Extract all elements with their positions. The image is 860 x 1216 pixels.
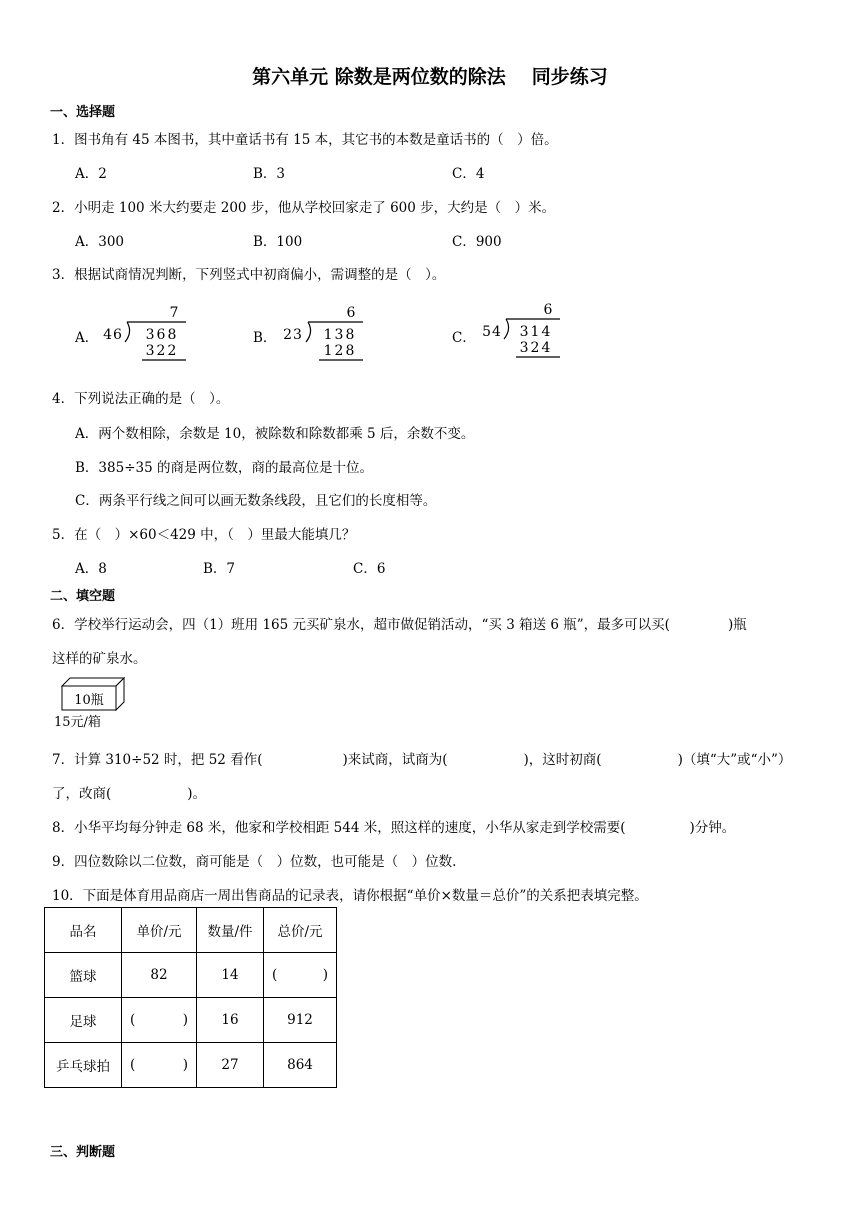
q3b-dividend: 138 bbox=[323, 327, 357, 343]
table-row bbox=[45, 998, 337, 1043]
box-price: 15元/箱 bbox=[54, 715, 101, 730]
cell-unit-price-blank[interactable]: ( ) bbox=[122, 998, 197, 1043]
q5-option-c: C．6 bbox=[353, 561, 386, 577]
cell-total-blank[interactable]: ( ) bbox=[264, 953, 337, 998]
q7-text-b: )来试商，试商为( bbox=[342, 752, 448, 768]
question-5: 5．在（ ）×60＜429 中，（ ）里最大能填几？ bbox=[52, 527, 356, 543]
q1-option-b: B．3 bbox=[253, 166, 286, 182]
header-total: 总价/元 bbox=[264, 908, 337, 953]
q5-option-b: B．7 bbox=[203, 561, 236, 577]
question-1: 1．图书角有 45 本图书，其中童话书有 15 本，其它书的本数是童话书的（ ）倍。 bbox=[52, 132, 558, 148]
section-heading-choice: 一、选择题 bbox=[50, 105, 116, 120]
cell-unit-price: 82 bbox=[122, 953, 197, 998]
cell-item-name: 篮球 bbox=[45, 953, 122, 998]
section-heading-fill: 二、填空题 bbox=[50, 589, 116, 604]
cell-total: 912 bbox=[264, 998, 337, 1043]
q1-option-c: C．4 bbox=[452, 166, 485, 182]
q6-text-b: )瓶 bbox=[727, 617, 747, 633]
sales-record-table bbox=[44, 907, 337, 1088]
q3-division-c bbox=[478, 299, 568, 361]
q3b-product: 128 bbox=[323, 343, 357, 359]
question-2: 2．小明走 100 米大约要走 200 步，他从学校回家走了 600 步，大约是（ ）米。 bbox=[52, 200, 556, 216]
header-item-name: 品名 bbox=[45, 908, 122, 953]
header-unit-price: 单价/元 bbox=[122, 908, 197, 953]
q2-option-b: B．100 bbox=[253, 234, 303, 250]
question-6-line-1 bbox=[52, 613, 747, 633]
q3c-dividend: 314 bbox=[519, 324, 553, 340]
question-7-line-1 bbox=[52, 748, 791, 768]
question-6-line-2: 这样的矿泉水。 bbox=[52, 651, 147, 667]
cell-quantity: 27 bbox=[197, 1043, 264, 1088]
q3-division-a bbox=[100, 303, 195, 363]
q7-text-e: 了，改商( bbox=[52, 786, 112, 802]
q5-option-a: A．8 bbox=[75, 561, 107, 577]
q7-text-d: )（填“大”或“小”） bbox=[677, 752, 792, 768]
question-10: 10．下面是体育用品商店一周出售商品的记录表，请你根据“单价×数量＝总价”的关系把表填完整。 bbox=[52, 888, 648, 904]
q1-option-a: A．2 bbox=[75, 166, 107, 182]
table-row bbox=[45, 953, 337, 998]
q3-option-b-label: B． bbox=[253, 330, 277, 346]
section-heading-judge: 三、判断题 bbox=[50, 1145, 116, 1160]
title-main: 第六单元 除数是两位数的除法 bbox=[252, 66, 506, 88]
q2-option-c: C．900 bbox=[452, 234, 502, 250]
q3c-product: 324 bbox=[519, 340, 553, 356]
q3-option-c-label: C． bbox=[452, 330, 476, 346]
cell-item-name: 乒乓球拍 bbox=[45, 1043, 122, 1088]
cell-quantity: 14 bbox=[197, 953, 264, 998]
q3-option-a-label: A． bbox=[75, 330, 99, 346]
cell-unit-price-blank[interactable]: ( ) bbox=[122, 1043, 197, 1088]
question-9: 9．四位数除以二位数，商可能是（ ）位数，也可能是（ ）位数. bbox=[52, 854, 457, 870]
q3c-divisor: 54 bbox=[482, 324, 502, 340]
question-8 bbox=[52, 816, 735, 836]
q4-option-a: A．两个数相除，余数是 10，被除数和除数都乘 5 后，余数不变。 bbox=[75, 426, 475, 442]
page-title bbox=[0, 62, 860, 89]
water-box-picture bbox=[52, 676, 132, 730]
q7-text-c: )，这时初商( bbox=[523, 752, 602, 768]
question-7-line-2 bbox=[52, 782, 206, 802]
box-bottle-count: 10瓶 bbox=[74, 693, 104, 708]
q3b-divisor: 23 bbox=[283, 327, 303, 343]
q3-division-b bbox=[281, 303, 371, 363]
q4-option-b: B．385÷35 的商是两位数，商的最高位是十位。 bbox=[75, 460, 373, 476]
table-row bbox=[45, 1043, 337, 1088]
q3c-quotient: 6 bbox=[543, 302, 553, 318]
q3a-divisor: 46 bbox=[103, 327, 123, 343]
title-sub: 同步练习 bbox=[531, 66, 608, 88]
question-4: 4．下列说法正确的是（ ）。 bbox=[52, 391, 230, 407]
question-3: 3．根据试商情况判断，下列竖式中初商偏小，需调整的是（ ）。 bbox=[52, 267, 446, 283]
q4-option-c: C．两条平行线之间可以画无数条线段，且它们的长度相等。 bbox=[75, 493, 437, 509]
cell-item-name: 足球 bbox=[45, 998, 122, 1043]
q8-text-a: 8．小华平均每分钟走 68 米，他家和学校相距 544 米，照这样的速度，小华从家走到学校需要( bbox=[52, 820, 626, 836]
q3a-quotient: 7 bbox=[169, 305, 179, 321]
q3b-quotient: 6 bbox=[346, 305, 356, 321]
q6-text-a: 6．学校举行运动会，四（1）班用 165 元买矿泉水，超市做促销活动，“买 3 箱送 6 瓶”，最多可以买( bbox=[52, 617, 670, 633]
q8-text-b: )分钟。 bbox=[689, 820, 736, 836]
q7-text-f: )。 bbox=[187, 786, 207, 802]
cell-quantity: 16 bbox=[197, 998, 264, 1043]
q3a-product: 322 bbox=[145, 343, 179, 359]
table-header-row bbox=[45, 908, 337, 953]
header-quantity: 数量/件 bbox=[197, 908, 264, 953]
q7-text-a: 7．计算 310÷52 时，把 52 看作( bbox=[52, 752, 263, 768]
cell-total: 864 bbox=[264, 1043, 337, 1088]
q2-option-a: A．300 bbox=[75, 234, 125, 250]
q3a-dividend: 368 bbox=[145, 327, 179, 343]
